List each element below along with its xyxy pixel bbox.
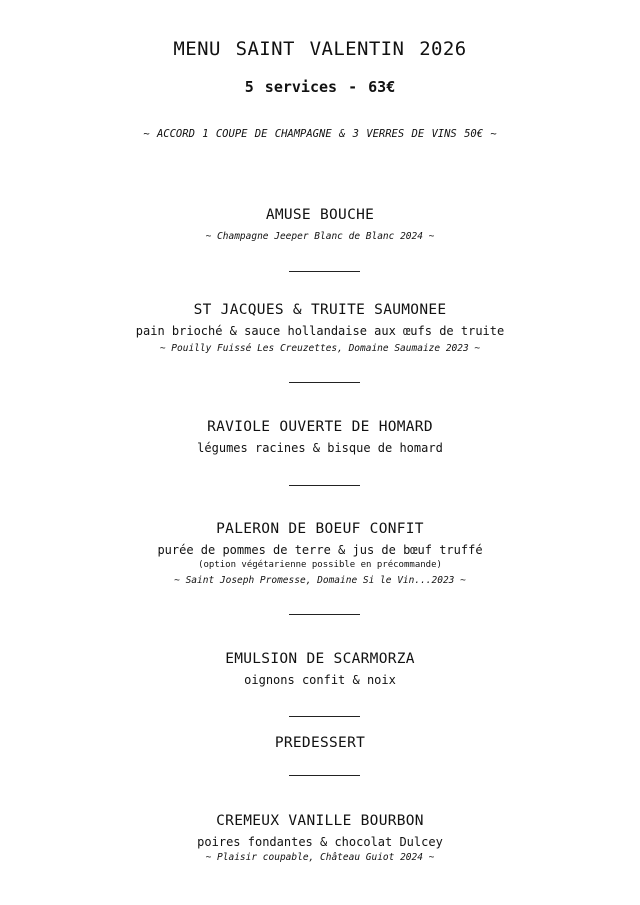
course-separator	[289, 485, 360, 486]
course-description: légumes racines & bisque de homard	[197, 441, 443, 455]
course-name: PREDESSERT	[274, 735, 366, 751]
course-name: PALERON DE BOEUF CONFIT	[216, 521, 424, 537]
course-separator	[289, 271, 360, 272]
course-separator	[289, 775, 360, 776]
course-separator	[289, 382, 360, 383]
course-separator	[289, 716, 360, 717]
course-note: (option végétarienne possible en précommande)	[198, 560, 442, 570]
course-name: RAVIOLE OUVERTE DE HOMARD	[207, 419, 433, 435]
course-description: poires fondantes & chocolat Dulcey	[197, 835, 443, 849]
course-description: pain brioché & sauce hollandaise aux œufs de truite	[135, 324, 505, 338]
course-wine: ~ Plaisir coupable, Château Guiot 2024 ~	[205, 852, 435, 863]
course-wine: ~ Saint Joseph Promesse, Domaine Si le Vin...2023 ~	[174, 575, 466, 586]
menu-title: MENU SAINT VALENTIN 2026	[173, 38, 467, 60]
course-name: ST JACQUES & TRUITE SAUMONEE	[193, 302, 447, 318]
course-description: purée de pommes de terre & jus de bœuf truffé	[157, 543, 483, 557]
wine-pairing-offer: ~ ACCORD 1 COUPE DE CHAMPAGNE & 3 VERRES DE VINS 50€ ~	[143, 128, 497, 140]
course-name: CREMEUX VANILLE BOURBON	[216, 813, 424, 829]
course-wine: ~ Pouilly Fuissé Les Creuzettes, Domaine Saumaize 2023 ~	[159, 343, 481, 354]
course-name: EMULSION DE SCARMORZA	[225, 651, 415, 667]
course-wine: ~ Champagne Jeeper Blanc de Blanc 2024 ~	[205, 231, 435, 242]
menu-price: 5 services - 63€	[244, 78, 396, 96]
course-description: oignons confit & noix	[244, 673, 396, 687]
course-name: AMUSE BOUCHE	[265, 207, 375, 223]
course-separator	[289, 614, 360, 615]
